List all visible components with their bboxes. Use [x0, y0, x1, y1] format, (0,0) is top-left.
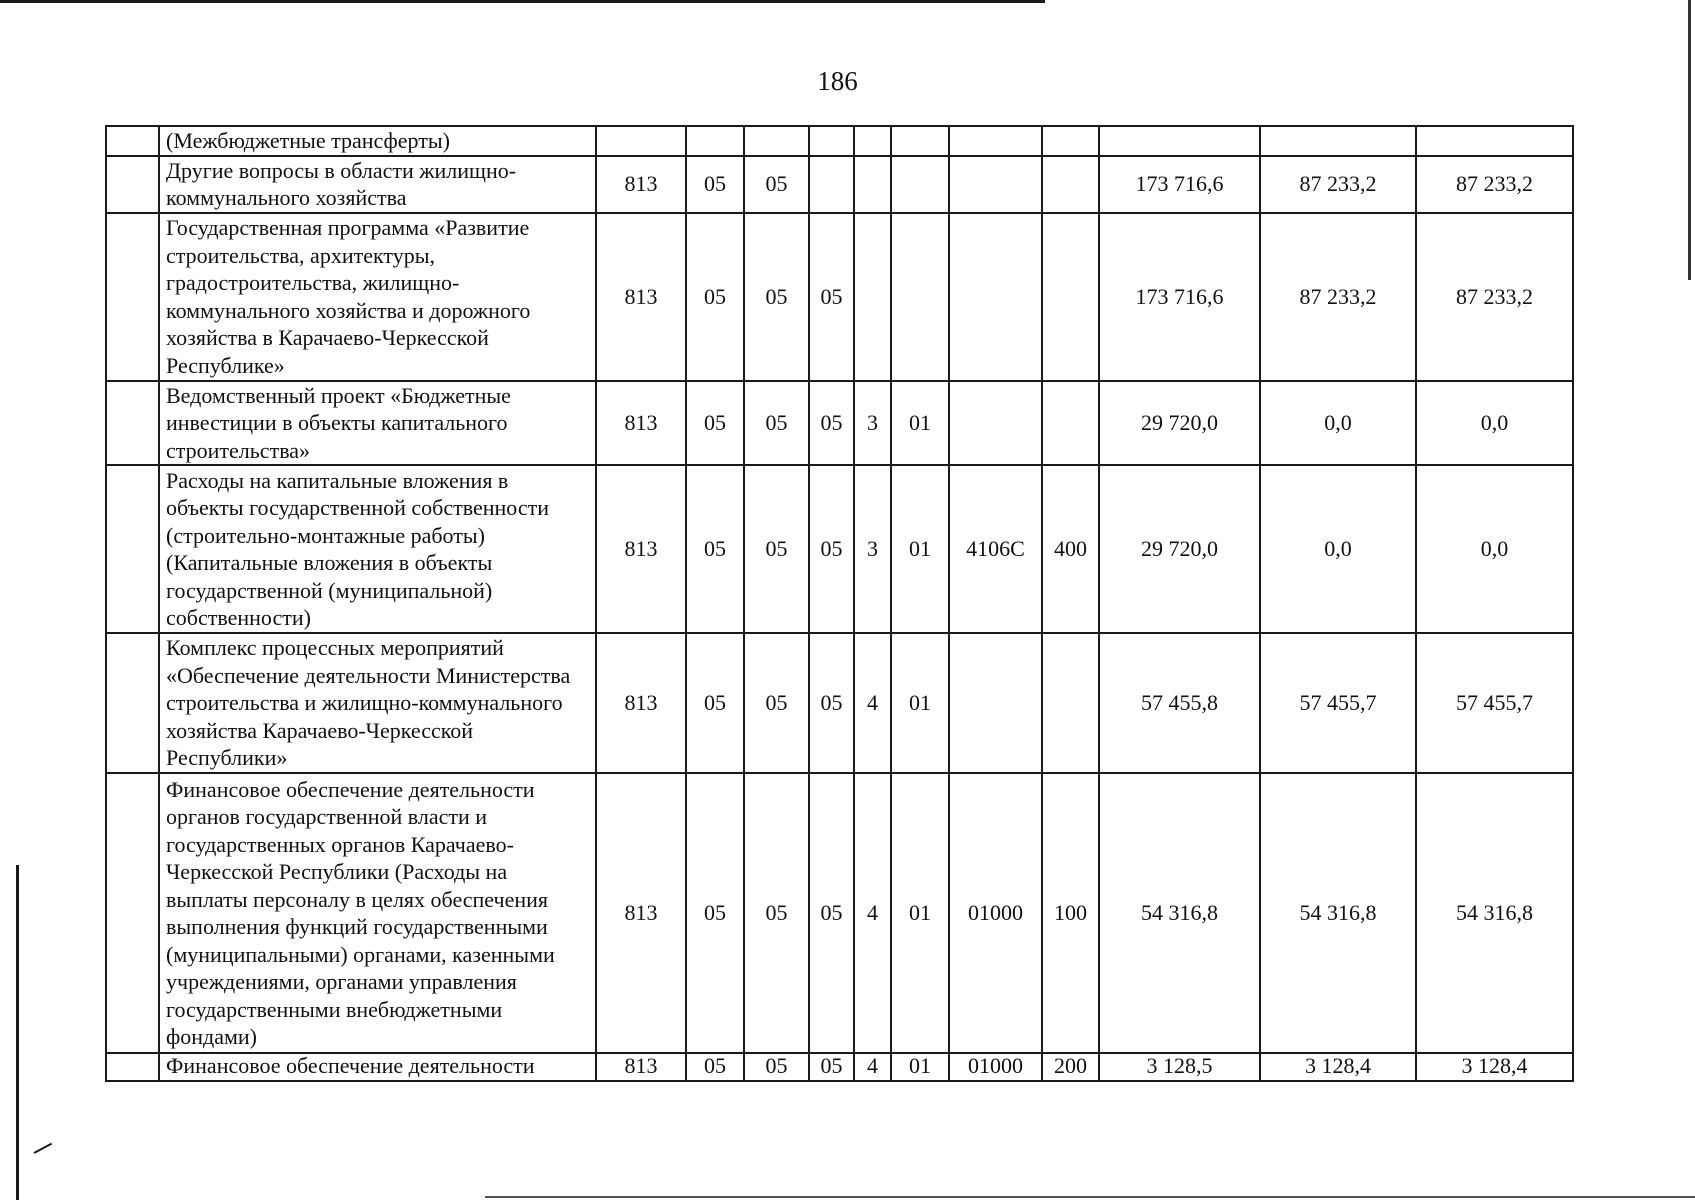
row-name: Государственная программа «Развитие строительства, архитектуры, градостроительства, жилищно-коммунального хозяйства и дорожного хозяйства в Карачаево-Черкесской Республике» — [159, 213, 596, 381]
code-expense-type: 200 — [1042, 1053, 1099, 1081]
code-section: 05 — [686, 465, 744, 633]
amount-3: 3 128,4 — [1416, 1053, 1573, 1081]
code-event: 01 — [891, 1053, 949, 1081]
code-subsection: 05 — [744, 213, 809, 381]
amount-3: 0,0 — [1416, 465, 1573, 633]
amount-2 — [1260, 126, 1416, 156]
budget-table — [105, 125, 1574, 1082]
table-row — [106, 213, 1573, 381]
amount-1: 173 716,6 — [1099, 213, 1260, 381]
code-subsection — [744, 126, 809, 156]
code-ministry: 813 — [596, 213, 686, 381]
amount-2: 54 316,8 — [1260, 773, 1416, 1053]
row-name: Ведомственный проект «Бюджетные инвестиции в объекты капитального строительства» — [159, 381, 596, 466]
code-event: 01 — [891, 465, 949, 633]
code-expense-type — [1042, 213, 1099, 381]
table-row — [106, 126, 1573, 156]
code-event — [891, 213, 949, 381]
code-subsection: 05 — [744, 465, 809, 633]
code-section: 05 — [686, 213, 744, 381]
code-direction — [949, 633, 1042, 773]
row-name: Расходы на капитальные вложения в объекты государственной собственности (строительно-монтажные работы) (Капитальные вложения в объекты государственной (муниципальной) собственности) — [159, 465, 596, 633]
amount-3 — [1416, 126, 1573, 156]
code-section: 05 — [686, 773, 744, 1053]
amount-3: 0,0 — [1416, 381, 1573, 466]
code-expense-type: 100 — [1042, 773, 1099, 1053]
code-ministry: 813 — [596, 381, 686, 466]
code-type: 4 — [854, 633, 891, 773]
code-section: 05 — [686, 1053, 744, 1081]
code-program: 05 — [809, 213, 854, 381]
amount-2: 0,0 — [1260, 465, 1416, 633]
table-row — [106, 633, 1573, 773]
code-type: 4 — [854, 1053, 891, 1081]
code-ministry: 813 — [596, 773, 686, 1053]
code-ministry: 813 — [596, 1053, 686, 1081]
code-program: 05 — [809, 465, 854, 633]
code-expense-type: 400 — [1042, 465, 1099, 633]
code-event — [891, 156, 949, 213]
code-program — [809, 156, 854, 213]
code-direction — [949, 213, 1042, 381]
table-row — [106, 1053, 1573, 1081]
code-type — [854, 126, 891, 156]
code-program — [809, 126, 854, 156]
amount-3: 87 233,2 — [1416, 213, 1573, 381]
amount-1: 29 720,0 — [1099, 465, 1260, 633]
code-type: 3 — [854, 465, 891, 633]
amount-1: 54 316,8 — [1099, 773, 1260, 1053]
empty-cell — [106, 213, 159, 381]
amount-2: 57 455,7 — [1260, 633, 1416, 773]
code-expense-type — [1042, 381, 1099, 466]
amount-3: 87 233,2 — [1416, 156, 1573, 213]
code-ministry: 813 — [596, 633, 686, 773]
amount-1: 3 128,5 — [1099, 1053, 1260, 1081]
empty-cell — [106, 126, 159, 156]
code-event: 01 — [891, 633, 949, 773]
amount-1: 173 716,6 — [1099, 156, 1260, 213]
code-expense-type — [1042, 156, 1099, 213]
amount-1: 57 455,8 — [1099, 633, 1260, 773]
code-program: 05 — [809, 773, 854, 1053]
row-name: (Межбюджетные трансферты) — [159, 126, 596, 156]
bottom-scan-border — [485, 1196, 1695, 1198]
code-direction — [949, 156, 1042, 213]
amount-1 — [1099, 126, 1260, 156]
row-name: Комплекс процессных мероприятий «Обеспечение деятельности Министерства строительства и жилищно-коммунального хозяйства Карачаево-Черкесской Республики» — [159, 633, 596, 773]
amount-2: 87 233,2 — [1260, 213, 1416, 381]
empty-cell — [106, 1053, 159, 1081]
code-subsection: 05 — [744, 633, 809, 773]
row-name: Финансовое обеспечение деятельности — [159, 1053, 596, 1081]
code-section: 05 — [686, 381, 744, 466]
code-type: 3 — [854, 381, 891, 466]
code-program: 05 — [809, 381, 854, 466]
empty-cell — [106, 465, 159, 633]
table-row — [106, 465, 1573, 633]
code-subsection: 05 — [744, 1053, 809, 1081]
code-expense-type — [1042, 126, 1099, 156]
pen-mark — [34, 1143, 53, 1154]
code-subsection: 05 — [744, 156, 809, 213]
code-section — [686, 126, 744, 156]
top-scan-border — [0, 0, 1045, 3]
table-row — [106, 156, 1573, 213]
page-number: 186 — [817, 66, 858, 96]
code-type: 4 — [854, 773, 891, 1053]
code-type — [854, 156, 891, 213]
amount-1: 29 720,0 — [1099, 381, 1260, 466]
code-direction: 4106С — [949, 465, 1042, 633]
empty-cell — [106, 381, 159, 466]
amount-2: 87 233,2 — [1260, 156, 1416, 213]
code-event — [891, 126, 949, 156]
code-program: 05 — [809, 1053, 854, 1081]
table-row — [106, 381, 1573, 466]
code-ministry: 813 — [596, 156, 686, 213]
code-subsection: 05 — [744, 773, 809, 1053]
code-direction — [949, 126, 1042, 156]
code-section: 05 — [686, 633, 744, 773]
amount-2: 0,0 — [1260, 381, 1416, 466]
amount-3: 54 316,8 — [1416, 773, 1573, 1053]
code-subsection: 05 — [744, 381, 809, 466]
code-direction — [949, 381, 1042, 466]
empty-cell — [106, 156, 159, 213]
code-section: 05 — [686, 156, 744, 213]
row-name: Финансовое обеспечение деятельности органов государственной власти и государственных органов Карачаево-Черкесской Республики (Расходы на выплаты персоналу в целях обеспечения выполнения функций государственными (муниципальными) органами, казенными учреждениями, органами управления государственными внебюджетными фондами) — [159, 773, 596, 1053]
right-scan-border — [1688, 0, 1691, 280]
code-direction: 01000 — [949, 1053, 1042, 1081]
code-ministry: 813 — [596, 465, 686, 633]
row-name: Другие вопросы в области жилищно-коммунального хозяйства — [159, 156, 596, 213]
amount-3: 57 455,7 — [1416, 633, 1573, 773]
code-event: 01 — [891, 381, 949, 466]
code-ministry — [596, 126, 686, 156]
empty-cell — [106, 773, 159, 1053]
table-row — [106, 773, 1573, 1053]
code-program: 05 — [809, 633, 854, 773]
left-scan-border — [16, 865, 19, 1200]
empty-cell — [106, 633, 159, 773]
code-direction: 01000 — [949, 773, 1042, 1053]
code-type — [854, 213, 891, 381]
code-expense-type — [1042, 633, 1099, 773]
amount-2: 3 128,4 — [1260, 1053, 1416, 1081]
code-event: 01 — [891, 773, 949, 1053]
